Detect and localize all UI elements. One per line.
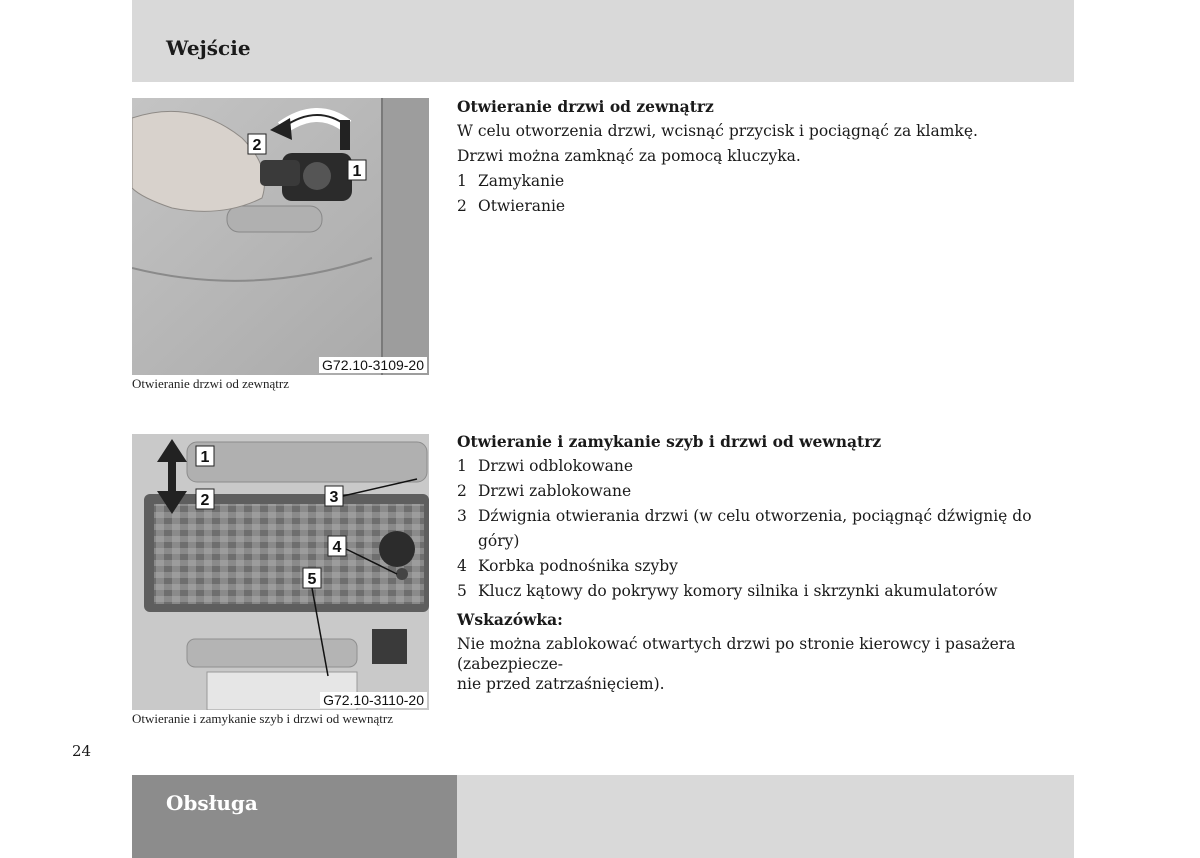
section-interior-opening	[457, 429, 1077, 694]
list-number: 5	[457, 582, 467, 600]
page-title: Wejście	[166, 36, 251, 60]
list-number: 4	[457, 557, 467, 575]
list-number: 1	[457, 457, 467, 475]
list-text: Otwieranie	[478, 197, 566, 215]
figure-code: G72.10-3110-20	[320, 692, 427, 708]
door-exterior-illustration	[132, 98, 429, 375]
callout-2: 2	[252, 137, 262, 154]
section-heading: Otwieranie drzwi od zewnątrz	[457, 97, 714, 116]
header-band	[132, 0, 1074, 82]
callout-3: 3	[329, 489, 339, 506]
figure-caption: Otwieranie i zamykanie szyb i drzwi od wewnątrz	[132, 711, 393, 726]
list-item	[457, 554, 1077, 579]
section-heading: Otwieranie i zamykanie szyb i drzwi od wewnątrz	[457, 432, 882, 451]
callout-1: 1	[200, 449, 210, 466]
list-text: Zamykanie	[478, 172, 565, 190]
list-text: Klucz kątowy do pokrywy komory silnika i skrzynki akumulatorów	[478, 582, 998, 600]
page-number: 24	[72, 742, 92, 760]
list-item	[457, 479, 1077, 504]
door-interior-illustration	[132, 434, 429, 710]
list-number: 2	[457, 197, 467, 215]
note-heading: Wskazówka:	[457, 610, 563, 629]
figure-code: G72.10-3109-20	[319, 357, 427, 373]
paragraph: W celu otworzenia drzwi, wcisnąć przycisk i pociągnąć za klamkę.	[457, 122, 978, 140]
list-item	[457, 194, 1077, 219]
list-number: 2	[457, 482, 467, 500]
list-item	[457, 169, 1077, 194]
list-text: Dźwignia otwierania drzwi (w celu otworzenia, pociągnąć dźwignię do góry)	[478, 507, 1032, 550]
callout-5: 5	[307, 571, 317, 588]
footer-section-tab	[132, 775, 457, 858]
list-item	[457, 454, 1077, 479]
figure-caption: Otwieranie drzwi od zewnątrz	[132, 376, 290, 391]
list-item	[457, 579, 1077, 604]
door-exterior-photo	[132, 98, 429, 375]
note-line: Nie można zablokować otwartych drzwi po stronie kierowcy i pasażera (zabezpiecze-	[457, 635, 1016, 673]
footer-band	[457, 775, 1074, 858]
list-text: Drzwi odblokowane	[478, 457, 634, 475]
door-interior-photo	[132, 434, 429, 710]
list-item	[457, 504, 1077, 554]
note-line: nie przed zatrzaśnięciem).	[457, 675, 665, 693]
list-text: Drzwi zablokowane	[478, 482, 632, 500]
paragraph: Drzwi można zamknąć za pomocą kluczyka.	[457, 147, 801, 165]
list-text: Korbka podnośnika szyby	[478, 557, 678, 575]
callout-2: 2	[200, 492, 210, 509]
list-number: 1	[457, 172, 467, 190]
section-exterior-opening	[457, 94, 1077, 219]
list-number: 3	[457, 507, 467, 525]
footer-section-title: Obsługa	[166, 791, 258, 815]
note-text	[457, 634, 1077, 694]
callout-4: 4	[332, 539, 342, 556]
callout-1: 1	[352, 163, 362, 180]
